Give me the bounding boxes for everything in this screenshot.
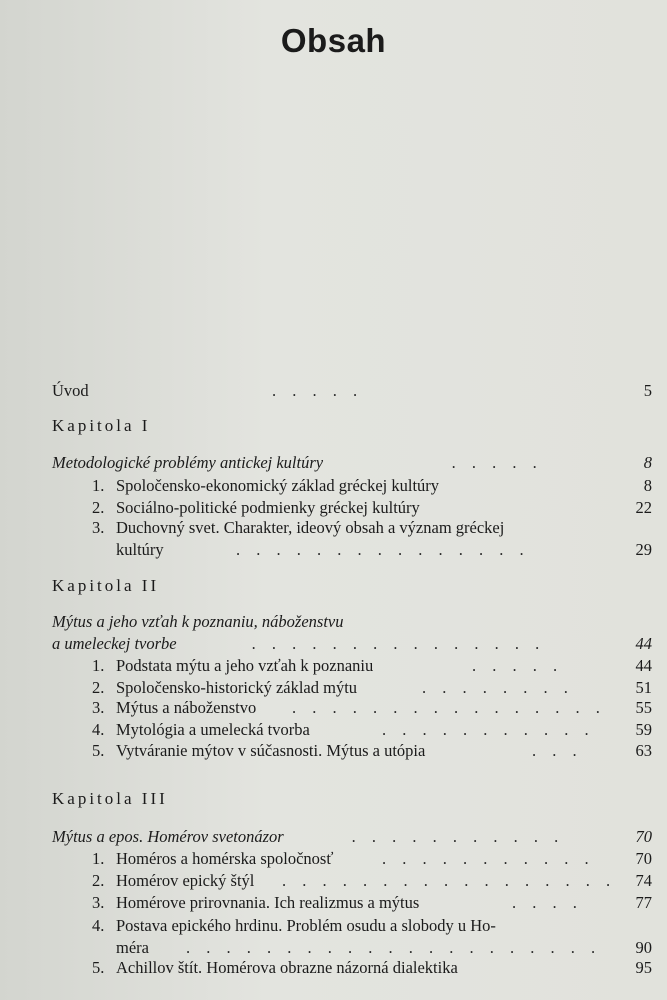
leader-dots: . . . . .	[272, 381, 364, 400]
intro-page: 5	[643, 381, 652, 400]
intro-label: Úvod	[52, 381, 89, 400]
page-title: Obsah	[280, 22, 387, 59]
book-page: Obsah Úvod . . . . . 5 Kapitola I Metodologické problémy antickej kultúry . . . . . 8 1. Spoločensko-ekonomický základ gréckej kultúry 8 2. Sociálno-politické podmienky gréckej kultúry 22 3. Duchovný svet. Charakter, ideový obsah a význam gréckej kultúry . . . . . . . . . . . . . . . 29 Kapitola II Mýtus a jeho vzťah k poznaniu, náboženstvu a umeleckej tvorbe . . . . . . . . . . . . . . . 44 1. Podstata mýtu a jeho vzťah k poznaniu . . . . . 44 2. Spoločensko-historický základ mýtu . . . . . . . . 51 3. Mýtus a náboženstvo . . . . . . . . . . . . . . . . 55 4. Mytológia a umelecká tvorba . . . . . . . . . . . 59 5. Vytváranie mýtov v súčasnosti. Mýtus a utópia . . . 63 Kapitola III Mýtus a epos. Homérov svetonázor . . . . . . . . . . . 70 1. Homéros a homérska spoločnosť . . . . . . . . . . . 70 2. Homérov epický štýl . . . . . . . . . . . . . . . . . 74 3. Homérove prirovnania. Ich realizmus a mýtus . . . . 77 4. Postava epického hrdinu. Problém osudu a slobody u Ho- méra . . . . . . . . . . . . . . . . . . . . . 90 5. Achillov štít. Homérova obrazne názorná dialektika 95	[0, 0, 667, 1000]
